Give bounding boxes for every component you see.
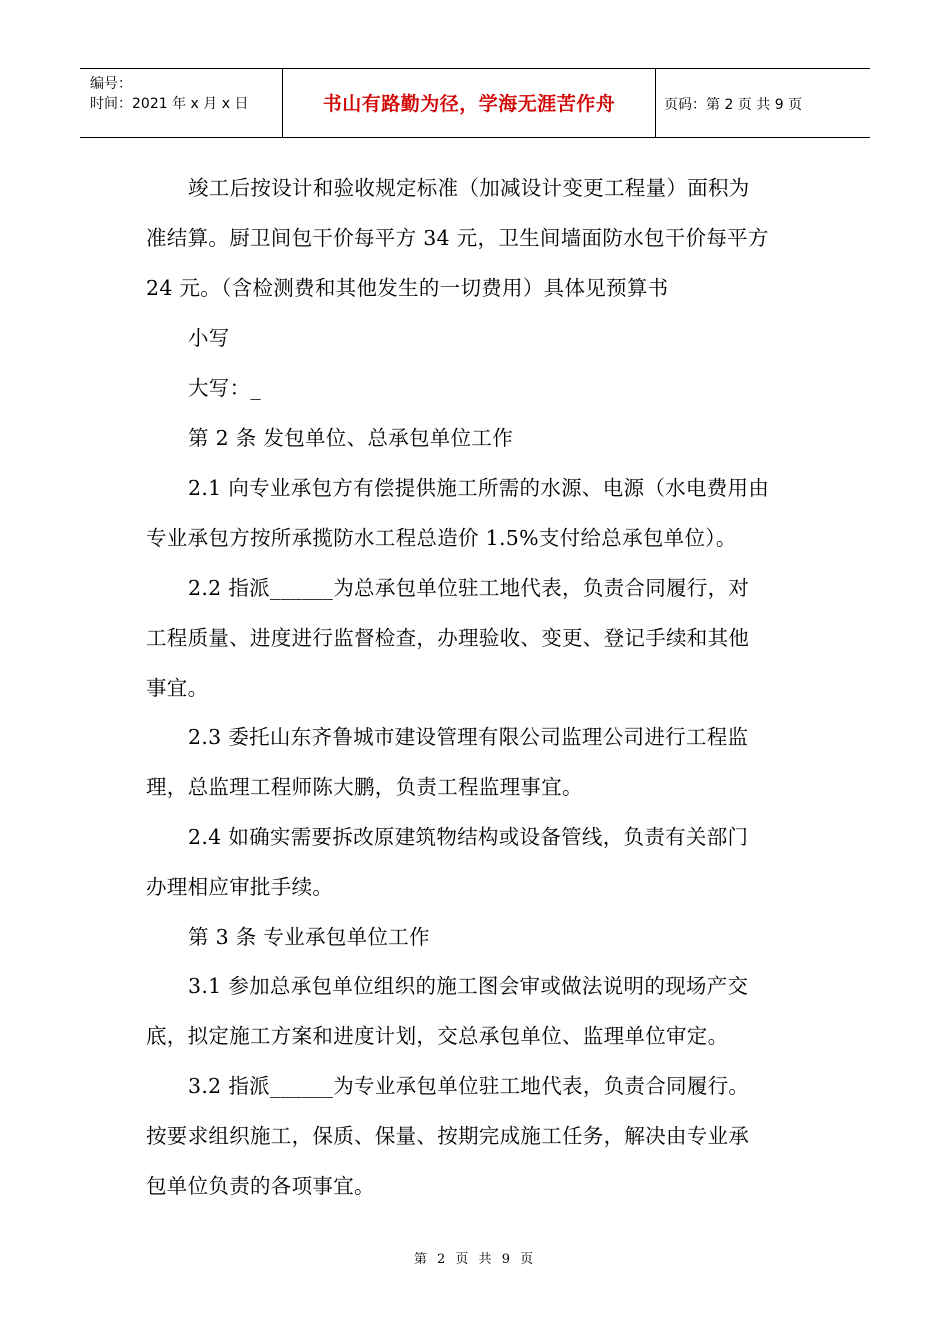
body-line: 24 元。（含检测费和其他发生的一切费用）具体见预算书 bbox=[146, 276, 669, 300]
body-line: 小写 bbox=[188, 326, 230, 350]
body-line: 3.2 指派______为专业承包单位驻工地代表，负责合同履行。 bbox=[188, 1074, 750, 1098]
body-line: 工程质量、进度进行监督检查，办理验收、变更、登记手续和其他 bbox=[146, 626, 750, 650]
body-line: 专业承包方按所承揽防水工程总造价 1.5%支付给总承包单位）。 bbox=[146, 526, 737, 550]
body-line: 2.4 如确实需要拆改原建筑物结构或设备管线，负责有关部门 bbox=[188, 825, 749, 849]
body-line: 3.1 参加总承包单位组织的施工图会审或做法说明的现场产交 bbox=[188, 974, 749, 998]
header-meta-cell bbox=[80, 69, 283, 137]
body-line: 2.3 委托山东齐鲁城市建设管理有限公司监理公司进行工程监 bbox=[188, 725, 749, 749]
header-page-cell bbox=[656, 69, 870, 137]
body-line: 竣工后按设计和验收规定标准（加减设计变更工程量）面积为 bbox=[188, 176, 750, 200]
section-heading: 第 2 条 发包单位、总承包单位工作 bbox=[188, 426, 513, 450]
body-line: 按要求组织施工，保质、保量、按期完成施工任务，解决由专业承 bbox=[146, 1124, 750, 1148]
body-line: 办理相应审批手续。 bbox=[146, 875, 334, 899]
body-line: 2.2 指派______为总承包单位驻工地代表，负责合同履行，对 bbox=[188, 576, 750, 600]
body-line: 底，拟定施工方案和进度计划，交总承包单位、监理单位审定。 bbox=[146, 1024, 729, 1048]
header-motto-cell bbox=[283, 69, 656, 137]
body-line: 理，总监理工程师陈大鹏，负责工程监理事宜。 bbox=[146, 775, 583, 799]
body-line: 事宜。 bbox=[146, 676, 209, 700]
section-heading: 第 3 条 专业承包单位工作 bbox=[188, 925, 430, 949]
code-label: 编号： bbox=[90, 76, 132, 92]
page-header bbox=[80, 68, 870, 138]
time-line: 时间：2021 年 x 月 x 日 bbox=[90, 96, 249, 112]
body-line: 包单位负责的各项事宜。 bbox=[146, 1174, 375, 1198]
body-line: 准结算。厨卫间包干价每平方 34 元，卫生间墙面防水包干价每平方 bbox=[146, 226, 769, 250]
body-line: 大写：_ bbox=[188, 376, 261, 400]
body-line: 2.1 向专业承包方有偿提供施工所需的水源、电源（水电费用由 bbox=[188, 476, 770, 500]
page-info: 页码：第 2 页 共 9 页 bbox=[664, 97, 803, 113]
page-footer: 第 2 页 共 9 页 bbox=[413, 1252, 537, 1267]
motto-text: 书山有路勤为径，学海无涯苦作舟 bbox=[322, 93, 616, 115]
